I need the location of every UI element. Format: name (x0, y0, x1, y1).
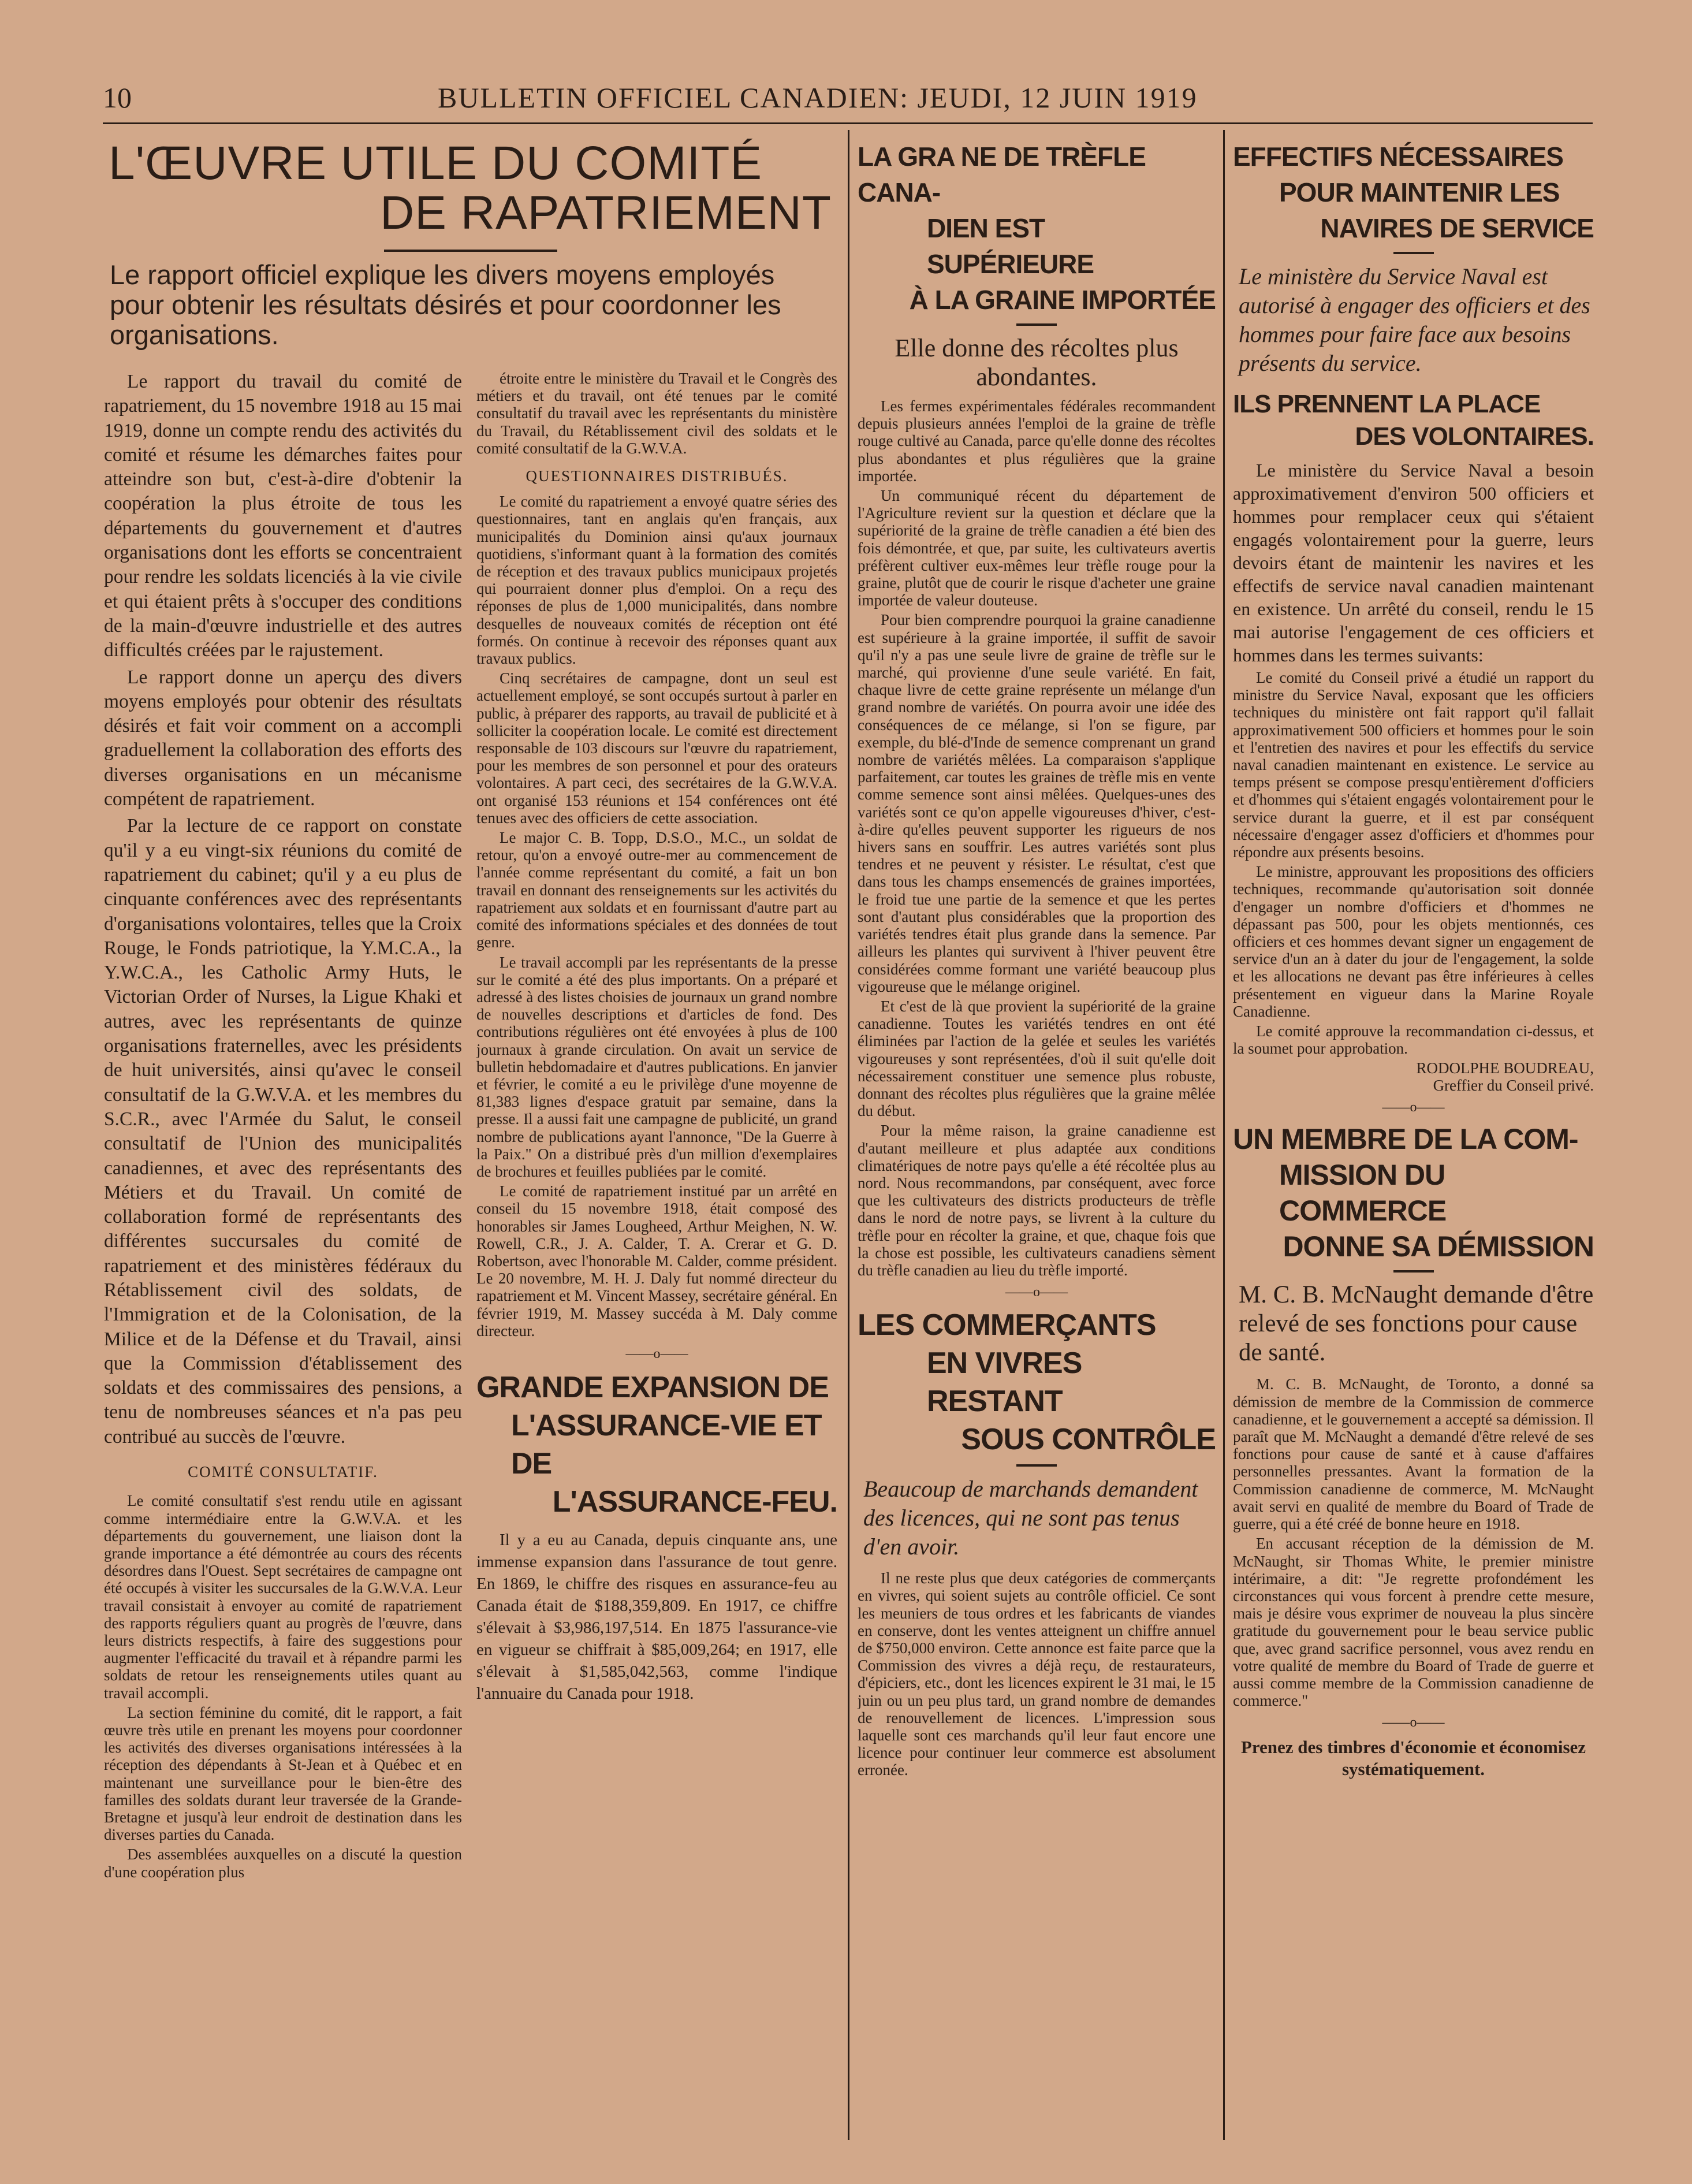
headline-line: LA GRA NE DE TRÈFLE CANA- (858, 142, 1146, 207)
headline-line: POUR MAINTENIR LES (1279, 177, 1560, 207)
paragraph: Il ne reste plus que deux catégories de commerçants en vivres, qui soient sujets au contrôle officiel. Ce sont les meuniers de tous ordres et les fabricants de viandes en conserve, dont les ventes atteignent un chiffre annuel de $750,000 environ. Cette annonce est faite parce que la Commission des vivres a déjà reçu, de restaurateurs, d'épiciers, etc., dont les licences expirent le 31 mai, le 15 juin ou un peu plus tard, un grand nombre de demandes de renouvellement de licences. L'impression sous laquelle sont ces marchands qu'il leur faut encore une licence pour continuer leur commerce est absolument erronée. (858, 1569, 1216, 1779)
headline-line: DONNE SA DÉMISSION (1283, 1230, 1594, 1263)
article-deck: M. C. B. McNaught demande d'être relevé de ses fonctions pour cause de santé. (1239, 1281, 1594, 1367)
headline-rule (1016, 1464, 1057, 1467)
headline-line: L'ASSURANCE-FEU. (552, 1485, 837, 1519)
article-deck: Elle donne des récoltes plus abondantes. (895, 334, 1179, 391)
article-deck: Beaucoup de marchands demandent des licences, qui ne sont pas tenus d'en avoir. (863, 1476, 1198, 1560)
paragraph: Des assemblées auxquelles on a discuté la question d'une coopération plus (104, 1846, 462, 1881)
paragraph: Par la lecture de ce rapport on constate qu'il y a eu vingt-six réunions du comité de rapatriement du cabinet; qu'il y a eu plus de cinquante conférences avec des représentants d'organisations volontaires, telles que la Croix Rouge, le Fonds patriotique, la Y.M.C.A., la Y.W.C.A., les Catholic Army Huts, le Victorian Order of Nurses, la Ligue Khaki et autres, avec les représentants de quinze organisations fraternelles, avec les présidents de huit universités, ainsi qu'avec le conseil consultatif de la G.W.V.A. et les membres du S.C.R., avec l'Armée du Salut, le conseil consultatif de l'Union des municipalités canadiennes, et avec des représentants des Métiers et du Travail. Un comité de collaboration formé de représentants des différentes succursales du comité de rapatriement et des ministères fédéraux du Rétablissement civil des soldats, de l'Immigration et de la Colonisation, de la Milice et de la Défense et du Travail, ainsi que la Commission d'établissement des soldats et des commissaires des pensions, a tenu de nombreuses séances et n'a pas peu contribué au succès de l'œuvre. (104, 815, 462, 1448)
headline-line: NAVIRES DE SERVICE (1320, 213, 1594, 243)
column-1 (104, 370, 462, 2137)
page-header (103, 81, 1593, 127)
headline-line-1: L'ŒUVRE UTILE DU COMITÉ (109, 139, 763, 189)
headline-line: GRANDE EXPANSION DE (476, 1371, 829, 1405)
column-2 (476, 370, 837, 2137)
subheadline-volontaires (1233, 388, 1594, 453)
ornament-divider: ——o—— (1382, 1100, 1445, 1115)
page-number: 10 (103, 81, 132, 114)
column-3 (858, 139, 1216, 2137)
headline-rule (1393, 1270, 1434, 1273)
headline-line: EN VIVRES RESTANT (927, 1346, 1082, 1419)
ornament-divider: ——o—— (1005, 1285, 1068, 1300)
headline-assurance (476, 1368, 837, 1521)
headline-line: À LA GRAINE IMPORTÉE (909, 285, 1216, 315)
article-rapatriement-head (104, 139, 837, 350)
signature-title: Greffier du Conseil privé. (1433, 1077, 1594, 1095)
paragraph: Pour la même raison, la graine canadienne est d'autant meilleure et plus adaptée aux conditions climatériques de notre pays qu'elle a été récoltée plus au nord. Nous recommandons, par conséquent, avec force que les cultivateurs des districts producteurs de trèfle dans le nord de notre pays, se livrent à la culture du trèfle pour en récolter la graine, et que, chaque fois que la chose est possible, les cultivateurs canadiens sèment du trèfle canadien au lieu du trèfle importé. (858, 1122, 1216, 1279)
headline-line: MISSION DU COMMERCE (1279, 1159, 1447, 1227)
headline-line-2: DE RAPATRIEMENT (380, 187, 832, 239)
paragraph: M. C. B. McNaught, de Toronto, a donné sa démission de membre de la Commission de commerce canadienne, et le gouvernement a accepté sa démission. Il paraît que M. McNaught a demandé d'être relevé de ses fonctions pour cause de santé et à cause d'affaires personnelles pressantes. Avant la formation de la Commission canadienne de commerce, M. McNaught avait servi en qualité de membre du Board of Trade de guerre, qui a été créé de bonne heure en 1918. (1233, 1375, 1594, 1533)
headline-line: ILS PRENNENT LA PLACE (1233, 390, 1541, 418)
article-deck: Le rapport officiel explique les divers moyens employés pour obtenir les résultats désirés et pour coordonner les organisations. (110, 259, 781, 350)
paragraph: Le comité de rapatriement institué par un arrêté en conseil du 15 novembre 1918, était composé des honorables sir James Lougheed, Arthur Meighen, N. W. Rowell, C.R., J. A. Calder, T. A. Crerar et G. D. Robertson, avec l'honorable M. Calder, comme président. Le 20 novembre, M. H. J. Daly fut nommé directeur du rapatriement et M. Vincent Massey, secrétaire général. En février 1919, M. Massey succéda à M. Daly comme directeur. (476, 1182, 837, 1340)
headline-rule (384, 250, 557, 252)
headline-line: DIEN EST SUPÉRIEURE (927, 213, 1094, 279)
subheading: COMITÉ CONSULTATIF. (188, 1463, 378, 1481)
headline-commercants (858, 1306, 1216, 1459)
headline-line: UN MEMBRE DE LA COM- (1233, 1123, 1578, 1156)
paragraph: Le comité du Conseil privé a étudié un rapport du ministre du Service Naval, exposant que les officiers techniques du ministère ont fait rapport qu'il fallait approximativement 500 officiers et hommes pour le soin et l'entretien des navires et pour les effectifs du service naval canadien maintenant en existence. Le service au temps présent se compose presqu'entièrement d'officiers et d'hommes qui s'étaient engagés volontairement pour le service durant la guerre, et il est par conséquent nécessaire d'engager assez d'officiers et d'hommes pour répondre aux présents besoins. (1233, 669, 1594, 861)
column-4 (1233, 139, 1594, 2137)
masthead: BULLETIN OFFICIEL CANADIEN: JEUDI, 12 JUIN 1919 (438, 81, 1198, 114)
savings-slogan: Prenez des timbres d'économie et économisez systématiquement. (1240, 1737, 1586, 1780)
paragraph: Le major C. B. Topp, D.S.O., M.C., un soldat de retour, qu'on a envoyé outre-mer au commencement de l'année comme représentant du comité, a fait un bon travail en donnant des renseignements sur les activités du rapatriement aux soldats et en fournissant d'autre part au comité des informations spéciales et des données de tout genre. (476, 829, 837, 951)
headline-line: L'ASSURANCE-VIE ET DE (511, 1409, 822, 1481)
headline-line: LES COMMERÇANTS (858, 1308, 1156, 1342)
paragraph: Le comité consultatif s'est rendu utile en agissant comme intermédiaire entre la G.W.V.A. et les départements du gouvernement, une liaison dont la grande importance a été démontrée au cours des récents désordres dans l'Ouest. Sept secrétaires de campagne ont été occupés à visiter les succursales de la G.W.V.A. Leur travail consistait à envoyer au comité de rapatriement des rapports réguliers quant au progrès de l'œuvre, dans leurs districts respectifs, à faire des suggestions pour augmenter l'efficacité du travail et à répandre parmi les soldats de retour les renseignements utiles quant au travail accompli. (104, 1492, 462, 1702)
paragraph: Le travail accompli par les représentants de la presse sur le comité a été des plus importants. On a préparé et adressé à des listes choisies de journaux un grand nombre de nouvelles descriptions et d'articles de fond. Des contributions régulières ont été envoyées à plus de 100 journaux à grande circulation. On avait un service de bulletin hebdomadaire et d'autres publications. En janvier et février, le comité a eu le privilège d'une moyenne de 81,383 lignes d'espace gratuit par semaine, dans la presse. Il a aussi fait une campagne de publicité, un grand nombre de publications ayant l'annonce, "De la Guerre à la Paix." On a distribué près d'un million d'exemplaires de brochures et feuilles publiées par le comité. (476, 953, 837, 1180)
paragraph: Le comité du rapatriement a envoyé quatre séries des questionnaires, tant en anglais qu'en français, aux municipalités du Dominion ainsi qu'aux journaux quotidiens, s'informant quant à la formation des comités de réception et des travaux publics municipaux projetés qui pourraient donner plus d'emploi. On a reçu des réponses de plus de 1,000 municipalités, dans nombre desquelles de nouveaux comités de réception ont été formés. On continue à recevoir des réponses quant aux travaux publics. (476, 493, 837, 668)
headline-trefle (858, 139, 1216, 318)
paragraph: Pour bien comprendre pourquoi la graine canadienne est supérieure à la graine importée, il suffit de savoir qu'il n'y a pas une seule livre de graine de trèfle sur le marché, qui provienne d'une seule variété. En fait, chaque livre de cette graine représente un mélange d'un grand nombre de variétés. On pourra avoir une idée des conséquences de ce mélange, si l'on se figure, par exemple, du blé-d'Inde de semence comprenant un grand nombre de variétés mêlées. La comparaison s'applique parfaitement, car toutes les graines de trèfle mis en vente comme semence sont ainsi mêlées. Quelques-unes des variétés sont ce qu'on appelle vigoureuses d'hiver, c'est-à-dire qu'elles peuvent supporter les rigueurs de nos hivers sans en souffrir. Les autres variétés sont plus tendres et ne peuvent y résister. Le résultat, c'est que dans tous les champs ensemencés de graines importées, le froid tue une partie de la semence et que les pertes sont d'autant plus considérables que la proportion des variétés tendres était plus grande dans la semence. Par ailleurs les plantes qui survivent à l'hiver peuvent être considérées comme formant une variété beaucoup plus vigoureuse que le mélange originel. (858, 611, 1216, 995)
paragraph: Et c'est de là que provient la supériorité de la graine canadienne. Toutes les variétés tendres en ont été éliminées par l'action de la gelée et seules les variétés vigoureuses y sont représentées, d'où il suit qu'elle doit nécessairement constituer une semence plus robuste, donnant des récoltes plus régulières que la graine mêlée du début. (858, 997, 1216, 1120)
ornament-divider: ——o—— (625, 1346, 688, 1361)
signature-name: RODOLPHE BOUDREAU, (1416, 1059, 1594, 1077)
headline-effectifs (1233, 139, 1594, 246)
paragraph: Le rapport donne un aperçu des divers moyens employés pour obtenir des résultats désirés et fait voir comment on a accompli graduellement la collaboration des efforts des diverses organisations en un mécanisme compétent de rapatriement. (104, 666, 462, 810)
paragraph: Le ministère du Service Naval a besoin approximativement d'environ 500 officiers et hommes pour remplacer ceux qui s'étaient engagés volontairement pour la guerre, leurs devoirs étant de maintenir les navires et les effectifs de service naval canadien maintenant en existence. Un arrêté du conseil, rendu le 15 mai autorise l'engagement de ces officiers et hommes dans les termes suivants: (1233, 460, 1594, 665)
ornament-divider: ——o—— (1382, 1715, 1445, 1731)
headline-rule (1016, 323, 1057, 326)
subheading: QUESTIONNAIRES DISTRIBUÉS. (526, 467, 788, 485)
paragraph: Il y a eu au Canada, depuis cinquante ans, une immense expansion dans l'assurance de tout genre. En 1869, le chiffre des risques en assurance-feu au Canada était de $188,359,809. En 1917, ce chiffre s'élevait à $3,986,197,514. En 1875 l'assurance-vie en vigueur se chiffrait à $85,009,264; en 1917, elle s'élevait à $1,585,042,563, comme l'indique l'annuaire du Canada pour 1918. (476, 1531, 837, 1703)
header-rule (103, 122, 1593, 124)
paragraph: Cinq secrétaires de campagne, dont un seul est actuellement employé, se sont occupés surtout à parler en public, à préparer des rapports, au travail de publicité et à solliciter la coopération locale. Le comité est directement responsable de 103 discours sur l'œuvre du rapatriement, pour les membres de son personnel et pour des orateurs volontaires. A part ceci, des secrétaires de la G.W.V.A. ont organisé 153 réunions et 154 conférences ont été tenues avec des officiers de cette association. (476, 669, 837, 827)
article-deck: Le ministère du Service Naval est autorisé à engager des officiers et des hommes pour faire face aux besoins présents du service. (1239, 263, 1590, 376)
column-rule-2 (1223, 130, 1225, 2140)
paragraph: Les fermes expérimentales fédérales recommandent depuis plusieurs années l'emploi de la graine de trèfle rouge cultivé au Canada, parce qu'elle donne des récoltes plus abondantes et plus régulières que la graine importée. (858, 397, 1216, 485)
headline-line: DES VOLONTAIRES. (1355, 422, 1594, 451)
paragraph: Le rapport du travail du comité de rapatriement, du 15 novembre 1918 au 15 mai 1919, donne un compte rendu des activités du comité et résume les démarches faites pour atteindre son but, c'est-à-dire d'obtenir la coopération la plus étroite de tous les départements du gouvernement et d'autres organisations dont les efforts se concentraient pour rendre les soldats licenciés à la vie civile et qui étaient prêts à s'occuper des conditions de la main-d'œuvre industrielle et des autres difficultés créées par le rajustement. (104, 371, 462, 661)
paragraph: La section féminine du comité, dit le rapport, a fait œuvre très utile en prenant les moyens pour coordonner les activités des diverses organisations intéressées à la réception des dépendants à St-Jean et à Québec et en maintenant une surveillance pour le bien-être des familles des soldats durant leur traversée de la Grande-Bretagne et jusqu'à leur endroit de destination dans les diverses parties du Canada. (104, 1703, 462, 1844)
headline-demission (1233, 1121, 1594, 1264)
headline-line: SOUS CONTRÔLE (961, 1423, 1216, 1457)
paragraph: Le ministre, approuvant les propositions des officiers techniques, recommande qu'autorisation soit donnée d'engager un nombre d'officiers et d'hommes ne dépassant pas 500, pour les objets mentionnés, ces officiers et ces hommes devant signer un engagement de service d'un an à dater du jour de l'engagement, la solde et les allocations ne devant pas être inférieures à celles présentement en vigueur dans la Marine Royale Canadienne. (1233, 863, 1594, 1020)
paragraph: Un communiqué récent du département de l'Agriculture revient sur la question et déclare que la supériorité de la graine de trèfle canadien a été bien des fois démontrée, et que, par suite, les cultivateurs avertis préfèrent cultiver eux-mêmes leur trèfle rouge pour la graine, plutôt que de courir le risque d'acheter une graine importée de valeur douteuse. (858, 487, 1216, 609)
paragraph: étroite entre le ministère du Travail et le Congrès des métiers et du travail, ont été tenues par le comité consultatif du travail avec les représentants du ministère du Travail, du Rétablissement civil des soldats et le comité consultatif de la G.W.V.A. (476, 370, 837, 457)
headline-line: EFFECTIFS NÉCESSAIRES (1233, 142, 1563, 172)
column-rule-1 (848, 130, 849, 2140)
paragraph: En accusant réception de la démission de M. McNaught, sir Thomas White, le premier ministre intérimaire, a dit: "Je regrette profondément les circonstances qui vous forcent à prendre cette mesure, mais je désire vous exprimer de nouveau la plus sincère gratitude du gouvernement pour le beau service public que, avec grand sacrifice personnel, vous avez rendu en votre qualité de membre du Board of Trade de guerre et aussi comme membre de la Commission canadienne de commerce." (1233, 1535, 1594, 1710)
paragraph: Le comité approuve la recommandation ci-dessus, et la soumet pour approbation. (1233, 1022, 1594, 1058)
headline-rule (1393, 252, 1434, 254)
